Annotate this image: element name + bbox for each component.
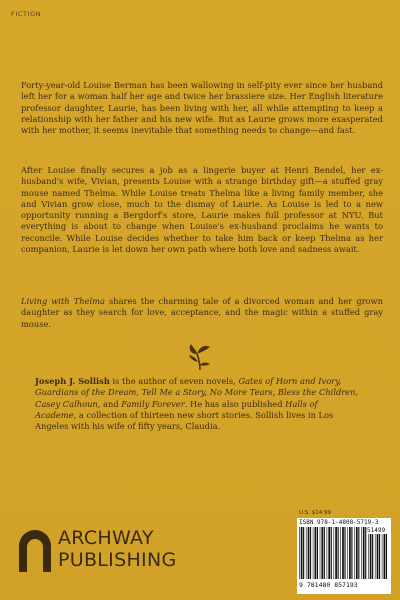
barcode-bar (342, 527, 344, 579)
publisher-name-line-2: PUBLISHING (58, 549, 177, 571)
barcode-bar (315, 527, 317, 579)
barcode-bar (368, 534, 369, 579)
collection-title: Halls of Academe (35, 398, 318, 420)
barcode-bar (372, 534, 373, 579)
blurb-paragraph-3-text: shares the charming tale of a divorced woman and her grown daughter as they search for love, acceptance, and the magic within a stuffed gray mouse. (21, 296, 383, 329)
barcode-bar (351, 527, 352, 579)
barcode-bar (361, 527, 362, 579)
bio-text-4: , a collection of thirteen new short stories. Sollish lives in Los Angeles with his wife of fifty years, Claudia. (35, 409, 334, 432)
barcode-bar (320, 527, 321, 579)
barcode-bar (354, 527, 355, 579)
barcode-bar (328, 527, 330, 579)
price-label: U.S. $14.99 (299, 510, 332, 516)
barcode-bar (306, 527, 307, 579)
ean-barcode (299, 527, 367, 579)
barcode-bar (327, 527, 328, 579)
barcode-bar (324, 527, 325, 579)
barcode-bar (379, 534, 380, 579)
barcode-bar (321, 527, 323, 579)
author-name: Joseph J. Sollish (35, 376, 110, 386)
barcode-bar (317, 527, 318, 579)
barcode-bar (363, 527, 365, 579)
blurb-paragraph-3 (21, 296, 383, 330)
flower-ornament-icon (182, 337, 218, 373)
publisher-logo (18, 524, 218, 574)
barcode-bar (299, 527, 300, 579)
archway-logo-icon (18, 528, 52, 572)
barcode-bar (338, 527, 339, 579)
barcode-bar (331, 527, 332, 579)
isbn-label: ISBN 978-1-4808-5719-3 (299, 519, 379, 526)
category-label: FICTION (11, 10, 42, 18)
author-bio (35, 376, 361, 432)
barcode-bar (308, 527, 310, 579)
barcode-bar (344, 527, 345, 579)
barcode-bar (310, 527, 311, 579)
barcode-bar (340, 527, 341, 579)
barcode-bar (375, 534, 376, 579)
barcode-bar (358, 527, 359, 579)
barcode-bar (384, 534, 386, 579)
novel-title-last: Family Forever (121, 398, 185, 409)
novel-titles: Gates of Horn and Ivory, Guardians of the Dream, Tell Me a Story, No More Tears, Bless the Children, Casey Calhoun, (35, 376, 359, 409)
barcode-bar (335, 527, 337, 579)
bio-text-1: is the author of seven novels, (109, 376, 239, 386)
barcode-bar (370, 534, 372, 579)
barcode-bar (382, 534, 383, 579)
barcode-bar (349, 527, 351, 579)
barcode-bar (303, 527, 304, 579)
barcode-digits: 9 781480 857193 (299, 581, 358, 589)
blurb-paragraph-2: After Louise finally secures a job as a lingerie buyer at Henri Bendel, her ex-husband's wife, Vivian, presents Louise with a strange birthday gift—a stuffed gray mouse named Thelma. While Louise treats Thelma like a living family member, she and Vivian grow close, much to the dismay of Laurie. As Louise is led to a new opportunity running a Bergdorf's store, Laurie makes full professor at NYU. But everything is about to change when Louise's ex-husband proclaims he wants to reconcile. While Louise decides whether to take him back or keep Thelma as her companion, Laurie is let down her own path where both love and sadness await. (21, 165, 383, 255)
addon-barcode (368, 534, 388, 579)
barcode-bar (313, 527, 314, 579)
barcode-bar (365, 527, 366, 579)
bio-text-3: . He has also published (184, 398, 286, 409)
publisher-name-line-1: ARCHWAY (58, 527, 154, 549)
blurb-paragraph-1: Forty-year-old Louise Berman has been wallowing in self-pity ever since her husband left her for a woman half her age and twice her brassiere size. Her English literature professor daughter, Laurie, has been living with her, all while attempting to keep a relationship with her father and his new wife. But as Laurie grows more exasperated with her mother, it seems inevitable that something needs to change—and fast. (21, 80, 383, 136)
barcode-bar (301, 527, 303, 579)
book-title: Living with Thelma (21, 296, 105, 306)
barcode-addon-number: 51499 (367, 527, 386, 534)
barcode-bar (334, 527, 335, 579)
barcode-bar (386, 534, 387, 579)
barcode-block (297, 518, 391, 594)
barcode-bar (377, 534, 379, 579)
barcode-bar (356, 527, 358, 579)
bio-text-2: and (100, 398, 122, 409)
barcode-bar (347, 527, 348, 579)
